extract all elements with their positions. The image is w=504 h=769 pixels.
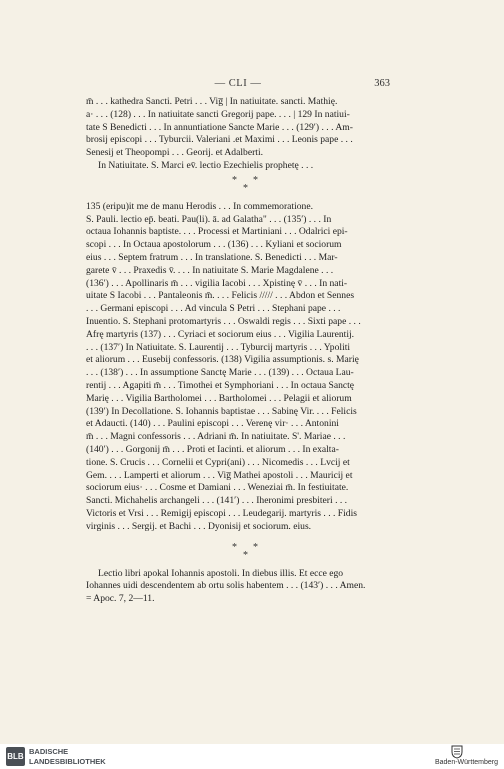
- text-line: octaua Iohannis baptiste. . . . Processi et Martiniani . . . Odalrici epi-: [86, 226, 348, 238]
- separator-star: *: [232, 541, 237, 553]
- text-line: virginis . . . Sergij. et Bachi . . . Dyonisij et sociorum. eius.: [86, 520, 312, 532]
- text-line: Inuentio. S. Stephani protomartyris . . . Oswaldi regis . . . Sixti pape . . .: [86, 315, 361, 327]
- text-line: Victoris et Vrsi . . . Remigij episcopi . . . Leudegarij. martyris . . . Fidis: [86, 507, 357, 519]
- text-line: tione. S. Crucis . . . Cornelii et Cypri(ani) . . . Nicomedis . . . Lvcij et: [86, 456, 350, 468]
- paragraph-2: [86, 160, 390, 173]
- blb-logo[interactable]: BLB: [6, 747, 25, 766]
- text-line: (140′) . . . Gorgonij m̄ . . . Proti et Iacinti. et aliorum . . . In exalta-: [86, 443, 339, 455]
- asterism-separator: [86, 173, 390, 195]
- text-line: eius . . . Septem fratrum . . . In translatione. S. Benedicti . . . Mar-: [86, 251, 338, 263]
- text-line: Iohannes uidi descendentem ab ortu solis habentem . . . (143′) . . . Amen.: [86, 580, 366, 592]
- state-name[interactable]: Baden-Württemberg: [434, 759, 498, 766]
- text-line: . . . (137′) In Natiuitate. S. Laurentij . . . Tyburcij martyris . . . Ypoliti: [86, 341, 351, 353]
- asterism-separator: [86, 540, 390, 562]
- text-line: sociorum eius· . . . Cosme et Damiani . . . Weneziai m̄. In festiuitate.: [86, 482, 349, 494]
- text-line: rentij . . . Agapiti m̄ . . . Timothei et Symphoriani . . . In octaua Sanctę: [86, 379, 355, 391]
- paragraph-1: [86, 96, 390, 160]
- paragraph-5: [86, 580, 390, 606]
- text-line: Afrę martyris (137) . . . Cyriaci et sociorum eius . . . Vigilia Laurentij.: [86, 328, 355, 340]
- text-line: . . . (138′) . . . In assumptione Sanctę Marie . . . (139) . . . Octaua Lau-: [86, 367, 354, 379]
- separator-star: *: [243, 182, 248, 194]
- text-line: et Adaucti. (140) . . . Paulini episcopi . . . Verenę vir· . . . Antonini: [86, 418, 339, 430]
- page-body: [86, 96, 390, 606]
- text-line: (136′) . . . Apollinaris m̄ . . . vigilia Iacobi . . . Xpistinę v̄ . . . In nati-: [86, 277, 348, 289]
- separator-star: *: [243, 549, 248, 561]
- text-line: In Natiuitate. S. Marci ev̄. lectio Ezechielis prophetę . . .: [98, 159, 314, 171]
- text-line: Lectio libri apokal Iohannis apostoli. In diebus illis. Et ecce ego: [98, 567, 344, 579]
- library-name-line1: BADISCHE: [29, 747, 69, 756]
- library-name-line2: LANDESBIBLIOTHEK: [29, 756, 106, 766]
- separator-star: *: [253, 174, 258, 186]
- text-line: brosij episcopi . . . Tyburcii. Valeriani .et Maximi . . . Leonis pape . . .: [86, 134, 353, 146]
- text-line: uitate S Iacobi . . . Pantaleonis m̄. . . . Felicis ///// . . . Abdon et Sennes: [86, 290, 355, 302]
- paragraph-3: [86, 201, 390, 534]
- text-line: = Apoc. 7, 2—11.: [86, 593, 155, 605]
- separator-star: *: [232, 174, 237, 186]
- coat-of-arms-icon: [450, 745, 464, 759]
- text-line: Sancti. Michahelis archangeli . . . (141′) . . . Iheronimi presbiteri . . .: [86, 495, 348, 507]
- page-number: 363: [374, 78, 390, 89]
- library-name: [29, 747, 106, 766]
- text-line: Gem. . . . Lamperti et aliorum . . . Vig̅ Mathei apostoli . . . Mauricij et: [86, 469, 353, 481]
- text-line: tate S Benedicti . . . In annuntiatione Sancte Marie . . . (129′) . . . Am-: [86, 121, 353, 133]
- text-line: Marię . . . Vigilia Bartholomei . . . Bartholomei . . . Pelagii et aliorum: [86, 392, 352, 404]
- text-line: a· . . . (128) . . . In natiuitate sancti Gregorij pape. . . . | 129 In natiui-: [86, 108, 350, 120]
- text-line: et aliorum . . . Eusebij confessoris. (138) Vigilia assumptionis. s. Marię: [86, 354, 359, 366]
- separator-star: *: [253, 541, 258, 553]
- text-line: (139′) In Decollatione. S. Iohannis baptistae . . . Sabinę Vir. . . . Felicis: [86, 405, 357, 417]
- text-line: scopi . . . In Octaua apostolorum . . . (136) . . . Kyliani et sociorum: [86, 239, 342, 251]
- section-heading: — CLI —: [214, 78, 262, 89]
- paragraph-4: [86, 568, 390, 581]
- text-line: garete v̄ . . . Praxedis v̄. . . . In natiuitate S. Marie Magdalene . . .: [86, 264, 334, 276]
- text-line: m̄ . . . kathedra Sancti. Petri . . . Vig̅ | In natiuitate. sancti. Mathię.: [86, 96, 338, 107]
- text-line: m̄ . . . Magni confessoris . . . Adriani m̄. In natiuitate. S'. Mariae . . .: [86, 431, 346, 443]
- text-line: Senesij et Theopompi . . . Georij. et Adalberti.: [86, 147, 264, 159]
- footer-bar: [0, 744, 504, 769]
- text-line: S. Pauli. lectio ep̄. beati. Pau(li). ā. ad Galatha" . . . (135′) . . . In: [86, 213, 332, 225]
- text-line: . . . Germani episcopi . . . Ad vincula S Petri . . . Stephani pape . . .: [86, 303, 341, 315]
- text-line: 135 (eripu)it me de manu Herodis . . . In commemoratione.: [86, 200, 313, 212]
